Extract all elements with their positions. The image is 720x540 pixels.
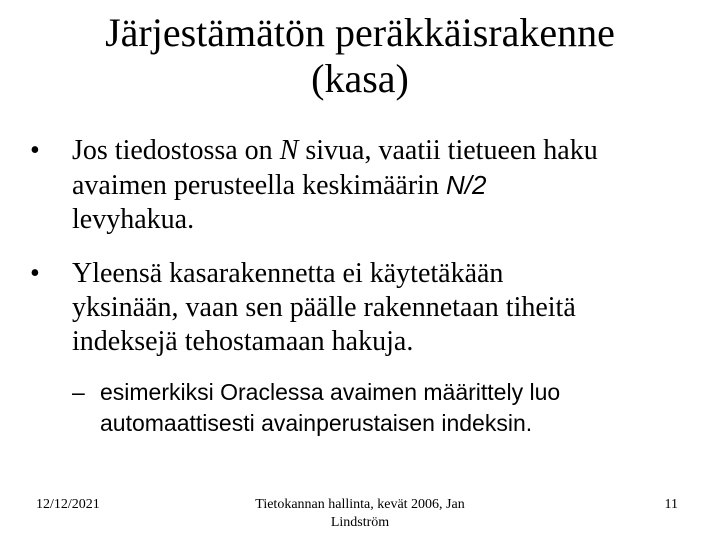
bullet-1-text — [72, 134, 690, 237]
bullet-1-text-part: levyhakua. — [72, 204, 195, 235]
bullet-2-line: indeksejä tehostamaan hakuja. — [72, 326, 414, 357]
bullet-2-line: Yleensä kasarakennetta ei käytetäkään — [72, 258, 504, 289]
bullet-1 — [30, 134, 690, 237]
bullet-marker: • — [30, 135, 40, 166]
sub-bullet-marker: – — [72, 379, 85, 405]
bullet-1-text-part: sivua, vaatii tietueen haku — [298, 135, 598, 166]
bullet-1-text-part: Jos tiedostossa on — [72, 135, 280, 166]
sub-bullet — [72, 377, 652, 439]
slide-title — [60, 10, 660, 102]
sub-bullet-line: esimerkiksi Oraclessa avaimen määrittely luo — [100, 379, 561, 405]
title-line-1: Järjestämätön peräkkäisrakenne — [105, 10, 615, 55]
bullet-2 — [30, 257, 690, 359]
footer-course-line-1: Tietokannan hallinta, kevät 2006, Jan — [255, 497, 465, 512]
footer-course — [240, 496, 480, 532]
footer-course-line-2: Lindström — [330, 515, 390, 530]
title-line-2: (kasa) — [311, 56, 409, 101]
bullet-2-line: yksinään, vaan sen päälle rakennetaan tiheitä — [72, 292, 576, 323]
bullet-2-text — [72, 257, 690, 359]
sub-bullet-text — [100, 377, 652, 439]
footer-date: 12/12/2021 — [36, 497, 100, 512]
sub-bullet-line: automaattisesti avainperustaisen indeksin. — [100, 410, 533, 436]
footer-page-number: 11 — [664, 497, 678, 512]
bullet-1-variable-n: N — [279, 135, 299, 166]
bullet-1-text-part: avaimen perusteella keskimäärin — [72, 170, 446, 201]
bullet-1-variable-n-half: N/2 — [445, 170, 487, 200]
bullet-marker: • — [30, 258, 40, 289]
